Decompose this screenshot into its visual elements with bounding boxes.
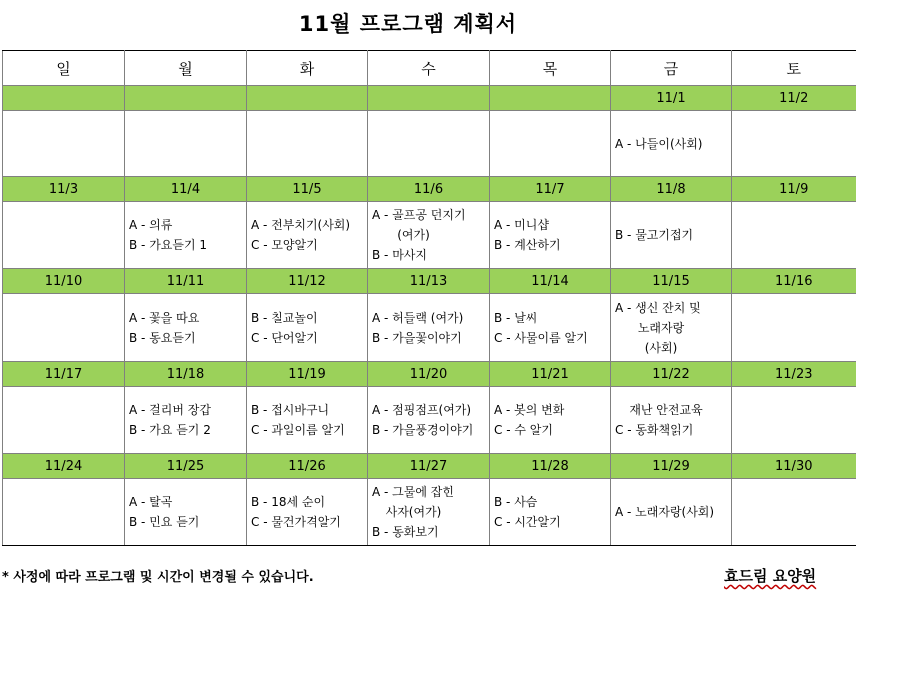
- activity-cell: [368, 202, 490, 269]
- activity-cell: [611, 111, 732, 177]
- date-cell: 11/25: [125, 454, 247, 479]
- date-cell: 11/10: [3, 269, 125, 294]
- date-cell: 11/6: [368, 177, 490, 202]
- activity-item: B - 가을풍경이야기: [372, 423, 474, 437]
- activity-item: A - 나들이(사회): [615, 136, 703, 151]
- activity-item: A - 노래자랑(사회): [615, 505, 715, 519]
- activity-cell: [125, 202, 247, 269]
- activity-row: [3, 479, 856, 546]
- activity-cell: [247, 479, 368, 546]
- date-cell: 11/16: [732, 269, 856, 294]
- activity-item: A - 골프공 던지기: [372, 208, 466, 222]
- organization-name: 효드림 요양원: [724, 567, 817, 585]
- date-cell: 11/15: [611, 269, 732, 294]
- activity-cell: [732, 294, 856, 362]
- activity-cell: [3, 479, 125, 546]
- weekday-header: 금: [611, 51, 732, 86]
- date-cell: 11/7: [490, 177, 611, 202]
- activity-item: B - 사슴: [494, 495, 538, 509]
- date-cell: 11/8: [611, 177, 732, 202]
- activity-cell: [3, 111, 125, 177]
- date-cell: 11/28: [490, 454, 611, 479]
- activity-cell: [732, 479, 856, 546]
- activity-cell: [490, 202, 611, 269]
- activity-item: B - 동요듣기: [129, 330, 196, 345]
- date-cell: 11/4: [125, 177, 247, 202]
- activity-item: 재난 안전교육: [629, 403, 703, 417]
- footer-note: * 사정에 따라 프로그램 및 시간이 변경될 수 있습니다.: [2, 570, 314, 585]
- activity-item: (여가): [397, 228, 430, 242]
- activity-item: A - 미니샵: [494, 218, 549, 232]
- activity-item: C - 동화책읽기: [615, 423, 694, 437]
- activity-item: C - 과일이름 알기: [251, 423, 345, 437]
- activity-cell: [368, 294, 490, 362]
- activity-cell: [368, 479, 490, 546]
- weekday-header: 수: [368, 51, 490, 86]
- activity-item: A - 봇의 변화: [494, 403, 565, 417]
- date-cell: 11/17: [3, 362, 125, 387]
- activity-cell: [3, 294, 125, 362]
- activity-cell: [125, 479, 247, 546]
- date-cell: 11/24: [3, 454, 125, 479]
- date-cell: 11/27: [368, 454, 490, 479]
- activity-cell: [3, 387, 125, 454]
- activity-cell: [3, 202, 125, 269]
- activity-item: 노래자랑: [637, 320, 685, 335]
- activity-cell: [125, 294, 247, 362]
- activity-item: C - 사물이름 알기: [494, 330, 588, 345]
- activity-item: A - 꽃을 따요: [129, 310, 200, 325]
- activity-cell: [490, 111, 611, 177]
- weekday-header: 화: [247, 51, 368, 86]
- activity-row: [3, 294, 856, 362]
- activity-cell: [611, 387, 732, 454]
- weekday-header-row: [3, 51, 856, 86]
- date-cell: 11/5: [247, 177, 368, 202]
- page-title: 11월 프로그램 계획서: [298, 12, 518, 36]
- activity-item: B - 물고기접기: [615, 228, 694, 242]
- date-cell: 11/11: [125, 269, 247, 294]
- activity-cell: [368, 111, 490, 177]
- activity-item: C - 물건가격알기: [251, 515, 341, 529]
- activity-item: C - 단어알기: [251, 330, 318, 345]
- date-row: [3, 86, 856, 111]
- date-cell: [125, 86, 247, 111]
- activity-item: A - 의류: [129, 218, 173, 232]
- date-cell: [368, 86, 490, 111]
- weekday-header: 목: [490, 51, 611, 86]
- activity-item: B - 마사지: [372, 248, 427, 262]
- date-cell: 11/18: [125, 362, 247, 387]
- activity-item: A - 점핑점프(여가): [372, 403, 472, 417]
- activity-row: [3, 387, 856, 454]
- date-cell: 11/29: [611, 454, 732, 479]
- activity-item: A - 그물에 잡힌: [372, 485, 454, 499]
- activity-item: B - 가을꽃이야기: [372, 330, 462, 345]
- activity-cell: [611, 202, 732, 269]
- activity-cell: [611, 294, 732, 362]
- activity-cell: [611, 479, 732, 546]
- activity-item: C - 시간알기: [494, 515, 561, 529]
- date-row: [3, 269, 856, 294]
- date-cell: 11/1: [611, 86, 732, 111]
- weekday-header: 토: [732, 51, 856, 86]
- date-cell: 11/3: [3, 177, 125, 202]
- activity-item: A - 탈곡: [129, 495, 173, 509]
- activity-item: B - 접시바구니: [251, 403, 330, 417]
- date-cell: 11/19: [247, 362, 368, 387]
- date-cell: 11/21: [490, 362, 611, 387]
- date-cell: 11/12: [247, 269, 368, 294]
- date-row: [3, 454, 856, 479]
- date-cell: [490, 86, 611, 111]
- date-cell: 11/9: [732, 177, 856, 202]
- date-row: [3, 177, 856, 202]
- date-cell: 11/23: [732, 362, 856, 387]
- activity-cell: [247, 387, 368, 454]
- date-cell: 11/26: [247, 454, 368, 479]
- activity-item: B - 계산하기: [494, 238, 561, 252]
- activity-cell: [490, 479, 611, 546]
- activity-cell: [490, 387, 611, 454]
- date-row: [3, 362, 856, 387]
- date-cell: 11/2: [732, 86, 856, 111]
- activity-cell: [732, 202, 856, 269]
- activity-cell: [247, 294, 368, 362]
- weekday-header: 월: [125, 51, 247, 86]
- date-cell: 11/13: [368, 269, 490, 294]
- activity-item: A - 생신 잔치 및: [615, 300, 701, 315]
- date-cell: 11/14: [490, 269, 611, 294]
- activity-cell: [247, 202, 368, 269]
- activity-cell: [125, 387, 247, 454]
- activity-cell: [490, 294, 611, 362]
- activity-item: A - 전부치기(사회): [251, 218, 351, 232]
- date-cell: 11/22: [611, 362, 732, 387]
- date-cell: [3, 86, 125, 111]
- activity-item: A - 걸리버 장갑: [129, 403, 211, 417]
- activity-item: B - 칠교놀이: [251, 310, 318, 325]
- date-cell: [247, 86, 368, 111]
- activity-cell: [732, 111, 856, 177]
- activity-item: 사자(여가): [385, 505, 442, 519]
- activity-item: C - 모양알기: [251, 238, 318, 252]
- date-cell: 11/20: [368, 362, 490, 387]
- activity-item: B - 날씨: [494, 310, 538, 325]
- activity-cell: [125, 111, 247, 177]
- activity-cell: [368, 387, 490, 454]
- activity-item: B - 가요듣기 1: [129, 238, 208, 252]
- activity-item: B - 민요 듣기: [129, 515, 200, 529]
- weekday-header: 일: [3, 51, 125, 86]
- activity-item: A - 허들랙 (여가): [372, 310, 464, 325]
- activity-item: B - 가요 듣기 2: [129, 423, 211, 437]
- activity-item: C - 수 알기: [494, 423, 553, 437]
- date-cell: 11/30: [732, 454, 856, 479]
- activity-row: [3, 111, 856, 177]
- activity-item: B - 18세 순이: [251, 495, 326, 509]
- activity-cell: [247, 111, 368, 177]
- activity-cell: [732, 387, 856, 454]
- monthly-schedule-table: [2, 50, 856, 546]
- activity-row: [3, 202, 856, 269]
- activity-item: (사회): [644, 340, 678, 355]
- activity-item: B - 동화보기: [372, 525, 439, 539]
